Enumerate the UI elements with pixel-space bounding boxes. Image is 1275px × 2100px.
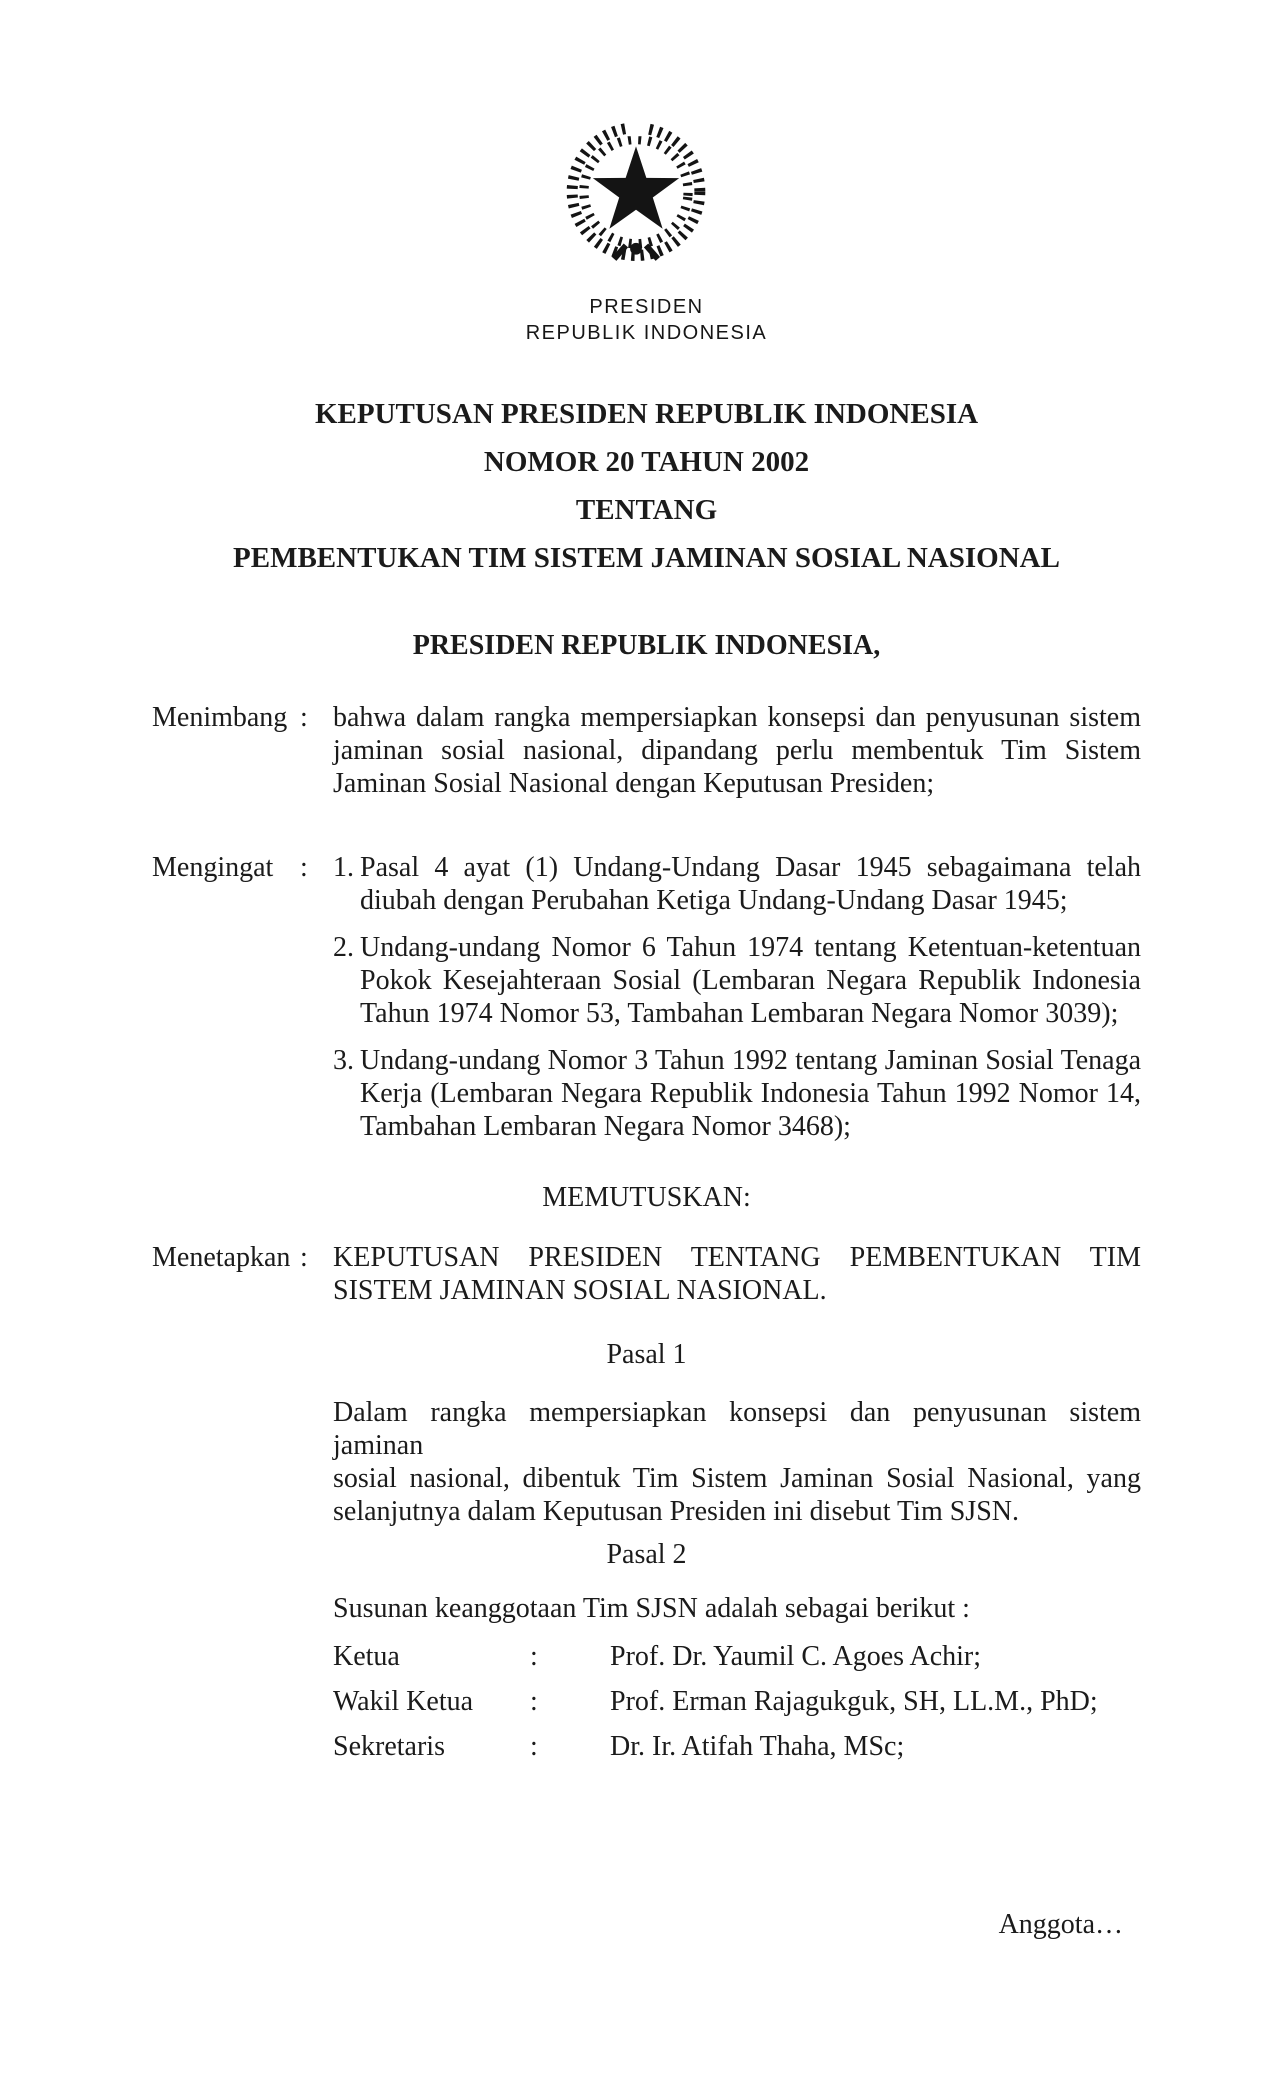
star-icon bbox=[593, 146, 679, 228]
mengingat-section bbox=[152, 851, 1141, 1143]
title-line-2: NOMOR 20 TAHUN 2002 bbox=[483, 446, 810, 478]
wreath-top-gap bbox=[627, 116, 645, 136]
mengingat-label: Mengingat bbox=[152, 852, 274, 883]
item-line: Tambahan Lembaran Negara Nomor 3468); bbox=[360, 1111, 851, 1142]
item-line: Tahun 1974 Nomor 53, Tambahan Lembaran Negara Nomor 3039); bbox=[360, 998, 1119, 1029]
opening-formula: PRESIDEN REPUBLIK INDONESIA, bbox=[412, 630, 881, 661]
member-row bbox=[333, 1634, 1141, 1679]
item-text bbox=[360, 851, 1141, 917]
pasal-1-line: selanjutnya dalam Keputusan Presiden ini disebut Tim SJSN. bbox=[333, 1496, 1019, 1527]
pasal-1-body bbox=[333, 1396, 1141, 1528]
menimbang-line: Jaminan Sosial Nasional dengan Keputusan Presiden; bbox=[333, 768, 935, 799]
mengingat-colon: : bbox=[300, 852, 308, 883]
item-line: diubah dengan Perubahan Ketiga Undang-Undang Dasar 1945; bbox=[360, 885, 1068, 916]
member-role: Wakil Ketua bbox=[333, 1686, 474, 1717]
item-text bbox=[360, 931, 1141, 1030]
mengingat-list bbox=[333, 851, 1141, 1143]
member-name: Dr. Ir. Atifah Thaha, MSc; bbox=[610, 1731, 905, 1762]
menimbang-section bbox=[152, 701, 1141, 800]
menimbang-line: jaminan sosial nasional, dipandang perlu membentuk Tim Sistem bbox=[333, 735, 1141, 766]
ribbon-knot bbox=[630, 243, 642, 255]
item-line: Pokok Kesejahteraan Sosial (Lembaran Negara Republik Indonesia bbox=[360, 965, 1141, 996]
legal-basis-item bbox=[333, 851, 1141, 917]
presidential-seal bbox=[552, 106, 720, 274]
member-row bbox=[333, 1679, 1141, 1724]
menetapkan-line: KEPUTUSAN PRESIDEN TENTANG PEMBENTUKAN TIM bbox=[333, 1242, 1141, 1273]
title-line-1: KEPUTUSAN PRESIDEN REPUBLIK INDONESIA bbox=[314, 398, 979, 430]
member-colon: : bbox=[530, 1731, 538, 1762]
legal-basis-item bbox=[333, 1044, 1141, 1143]
title-line-3: TENTANG bbox=[575, 494, 718, 526]
member-name: Prof. Dr. Yaumil C. Agoes Achir; bbox=[610, 1641, 982, 1672]
menetapkan-line: SISTEM JAMINAN SOSIAL NASIONAL. bbox=[333, 1275, 827, 1306]
pasal-1-heading: Pasal 1 bbox=[606, 1339, 687, 1370]
menimbang-colon: : bbox=[300, 702, 308, 733]
menimbang-label: Menimbang bbox=[152, 702, 288, 733]
member-colon: : bbox=[530, 1686, 538, 1717]
member-role: Ketua bbox=[333, 1641, 400, 1672]
menetapkan-colon: : bbox=[300, 1242, 308, 1273]
menetapkan-text bbox=[333, 1241, 1141, 1307]
menetapkan-section bbox=[152, 1241, 1141, 1307]
decree-title bbox=[152, 390, 1141, 582]
memutuskan-heading: MEMUTUSKAN: bbox=[542, 1182, 751, 1213]
title-line-4: PEMBENTUKAN TIM SISTEM JAMINAN SOSIAL NASIONAL bbox=[233, 542, 1060, 574]
item-number: 2. bbox=[333, 932, 354, 963]
item-number: 3. bbox=[333, 1045, 354, 1076]
member-colon: : bbox=[530, 1641, 538, 1672]
member-row bbox=[333, 1724, 1141, 1769]
letterhead-presiden: PRESIDEN bbox=[589, 296, 704, 318]
item-number: 1. bbox=[333, 852, 354, 883]
team-membership-list bbox=[333, 1634, 1141, 1769]
item-text bbox=[360, 1044, 1141, 1143]
legal-basis-item bbox=[333, 931, 1141, 1030]
pasal-2-heading: Pasal 2 bbox=[606, 1539, 687, 1570]
item-line: Undang-undang Nomor 6 Tahun 1974 tentang Ketentuan-ketentuan bbox=[360, 932, 1141, 963]
item-line: Kerja (Lembaran Negara Republik Indonesia Tahun 1992 Nomor 14, bbox=[360, 1078, 1141, 1109]
member-role: Sekretaris bbox=[333, 1731, 445, 1762]
item-line: Undang-undang Nomor 3 Tahun 1992 tentang Jaminan Sosial Tenaga bbox=[360, 1045, 1141, 1076]
item-line: Pasal 4 ayat (1) Undang-Undang Dasar 1945 sebagaimana telah bbox=[360, 852, 1141, 883]
letterhead bbox=[152, 294, 1141, 346]
member-name: Prof. Erman Rajagukguk, SH, LL.M., PhD; bbox=[610, 1686, 1098, 1717]
catchword-anggota: Anggota… bbox=[998, 1909, 1123, 1940]
pasal-1-line: sosial nasional, dibentuk Tim Sistem Jaminan Sosial Nasional, yang bbox=[333, 1463, 1141, 1494]
pasal-1-line: Dalam rangka mempersiapkan konsepsi dan penyusunan sistem jaminan bbox=[333, 1397, 1141, 1461]
pasal-2-intro: Susunan keanggotaan Tim SJSN adalah sebagai berikut : bbox=[333, 1593, 970, 1624]
menimbang-line: bahwa dalam rangka mempersiapkan konsepsi dan penyusunan sistem bbox=[333, 702, 1141, 733]
menimbang-text bbox=[333, 701, 1141, 800]
letterhead-republik-indonesia: REPUBLIK INDONESIA bbox=[525, 322, 768, 344]
menetapkan-label: Menetapkan bbox=[152, 1242, 291, 1273]
